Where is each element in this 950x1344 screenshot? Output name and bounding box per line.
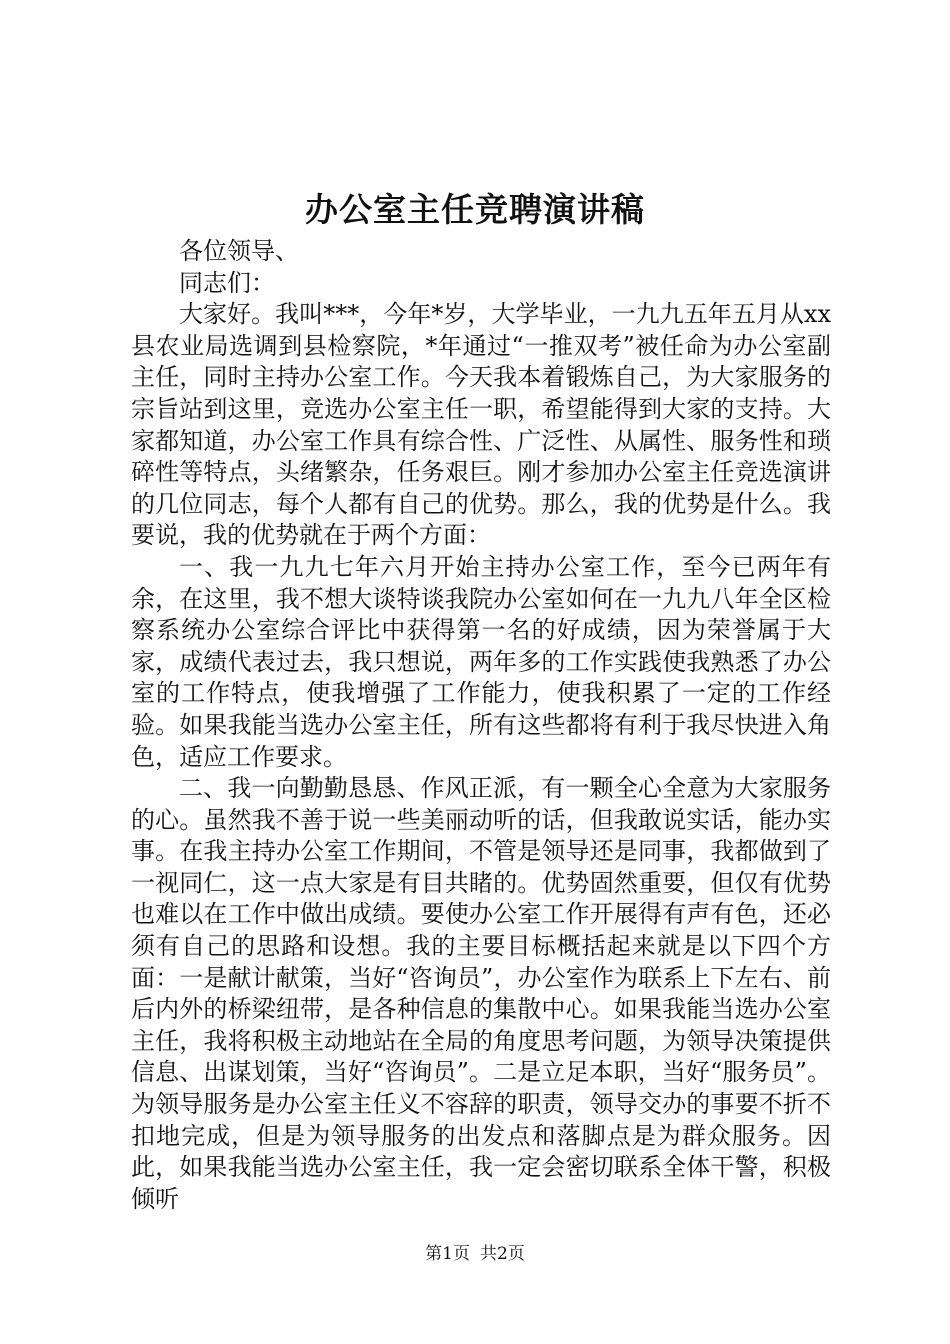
paragraph-advantage-one: 一、我一九九七年六月开始主持办公室工作，至今已两年有余，在这里，我不想大谈特谈我院办公室如何在一九九八年全区检察系统办公室综合评比中获得第一名的好成绩，因为荣誉属于大家，成绩代表过去，我只想说，两年多的工作实践使我熟悉了办公室的工作特点，使我增强了工作能力，使我积累了一定的工作经验。如果我能当选办公室主任，所有这些都将有利于我尽快进入角色，适应工作要求。: [131, 552, 831, 771]
paragraph-introduction: 大家好。我叫***，今年*岁，大学毕业，一九九五年五月从xx县农业局选调到县检察院，*年通过“一推双考”被任命为办公室副主任，同时主持办公室工作。今天我本着锻炼自己，为大家服务的宗旨站到这里，竞选办公室主任一职，希望能得到大家的支持。大家都知道，办公室工作具有综合性、广泛性、从属性、服务性和琐碎性等特点，头绪繁杂，任务艰巨。刚才参加办公室主任竞选演讲的几位同志，每个人都有自己的优势。那么，我的优势是什么。我要说，我的优势就在于两个方面：: [131, 300, 831, 550]
document-title: 办公室主任竞聘演讲稿: [305, 190, 645, 229]
page-number-current: 第1页: [425, 1244, 470, 1264]
paragraph-advantage-two: 二、我一向勤勤恳恳、作风正派，有一颗全心全意为大家服务的心。虽然我不善于说一些美丽动听的话，但我敢说实话，能办实事。在我主持办公室工作期间，不管是领导还是同事，我都做到了一视同仁，这一点大家是有目共睹的。优势固然重要，但仅有优势也难以在工作中做出成绩。要使办公室工作开展得有声有色，还必须有自己的思路和设想。我的主要目标概括起来就是以下四个方面：一是献计献策，当好“咨询员”，办公室作为联系上下左右、前后内外的桥梁纽带，是各种信息的集散中心。如果我能当选办公室主任，我将积极主动地站在全局的角度思考问题，为领导决策提供信息、出谋划策，当好“咨询员”。二是立足本职，当好“服务员”。为领导服务是办公室主任义不容辞的职责，领导交办的事要不折不扣地完成，但是为领导服务的出发点和落脚点是为群众服务。因此，如果我能当选办公室主任，我一定会密切联系全体干警，积极倾听: [131, 774, 831, 1213]
document-body: [131, 236, 831, 1215]
salutation-comrades: 同志们：: [179, 268, 275, 297]
page-number-total: 共2页: [480, 1244, 525, 1264]
salutation-leaders: 各位领导、: [179, 237, 299, 265]
page-footer: [0, 1242, 950, 1266]
